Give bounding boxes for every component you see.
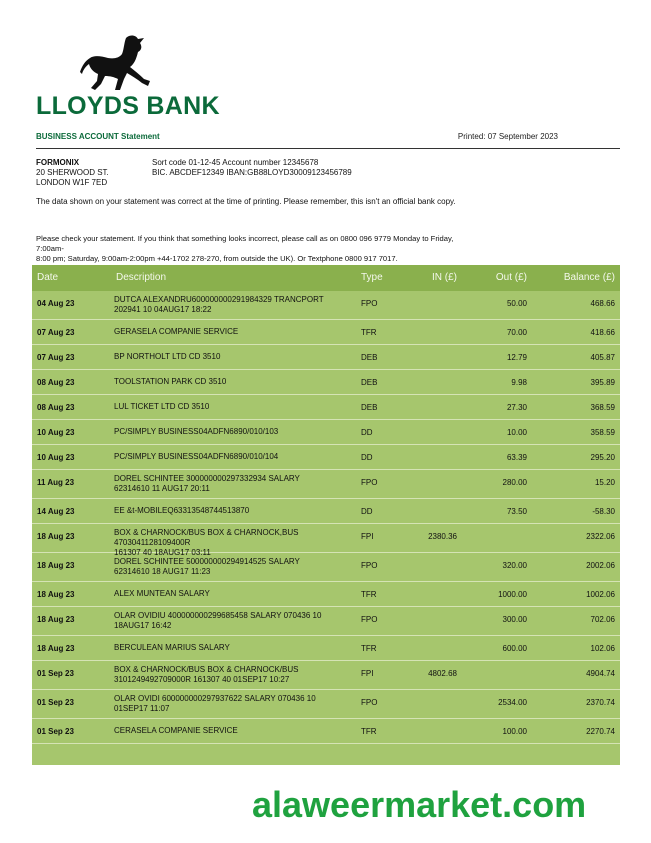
row-balance: 468.66: [590, 299, 615, 308]
table-header: [32, 265, 620, 291]
table-row: [32, 470, 620, 499]
col-in: IN (£): [432, 272, 457, 283]
row-type: TFR: [361, 590, 377, 599]
table-row: [32, 445, 620, 470]
row-description: [114, 694, 359, 714]
table-row: [32, 291, 620, 320]
row-type: FPO: [361, 561, 378, 570]
row-description-line-1: OLAR OVIDIU 400000000299685458 SALARY 070436 10: [114, 611, 322, 620]
row-balance: 405.87: [590, 353, 615, 362]
table-row: [32, 345, 620, 370]
col-balance: Balance (£): [563, 272, 615, 283]
black-horse-icon: [80, 34, 156, 94]
check-statement-note: [36, 234, 476, 264]
bank-name: LLOYDS BANK: [36, 92, 220, 120]
row-date: 18 Aug 23: [37, 532, 75, 541]
row-description-line-1: TOOLSTATION PARK CD 3510: [114, 377, 227, 386]
row-type: TFR: [361, 328, 377, 337]
bank-logo: [36, 34, 220, 120]
row-in: 4802.68: [428, 669, 457, 678]
row-description: [114, 327, 359, 337]
row-type: DEB: [361, 353, 378, 362]
row-balance: 368.59: [590, 403, 615, 412]
row-type: FPO: [361, 299, 378, 308]
row-type: FPI: [361, 532, 374, 541]
row-out: 27.30: [506, 403, 527, 412]
row-out: 1000.00: [498, 590, 527, 599]
row-description: [114, 452, 359, 462]
table-row: [32, 395, 620, 420]
row-out: 600.00: [502, 644, 527, 653]
row-balance: 2002.06: [586, 561, 615, 570]
table-row: [32, 661, 620, 690]
address-line-2: LONDON W1F 7ED: [36, 178, 108, 187]
row-date: 10 Aug 23: [37, 428, 75, 437]
row-description: [114, 352, 359, 362]
row-description: [114, 611, 359, 631]
table-row: [32, 582, 620, 607]
row-out: 280.00: [502, 478, 527, 487]
row-balance: 418.66: [590, 328, 615, 337]
row-type: TFR: [361, 727, 377, 736]
row-out: 73.50: [506, 507, 527, 516]
row-description-line-2: 62314610 11 AUG17 20:11: [114, 484, 210, 493]
row-balance: -58.30: [592, 507, 615, 516]
row-type: DEB: [361, 403, 378, 412]
row-description-line-1: GERASELA COMPANIE SERVICE: [114, 327, 239, 336]
row-description: [114, 295, 359, 315]
row-type: DD: [361, 453, 373, 462]
row-balance: 1002.06: [586, 590, 615, 599]
statement-header: [36, 131, 620, 149]
row-description-line-2: 18AUG17 16:42: [114, 621, 172, 630]
row-balance: 4904.74: [586, 669, 615, 678]
row-type: FPO: [361, 615, 378, 624]
row-description-line-1: CERASELA COMPANIE SERVICE: [114, 726, 238, 735]
row-balance: 2270.74: [586, 727, 615, 736]
customer-name: FORMONIX: [36, 158, 80, 167]
row-out: 300.00: [502, 615, 527, 624]
row-date: 11 Aug 23: [37, 478, 75, 487]
row-type: TFR: [361, 644, 377, 653]
account-details: [152, 158, 352, 178]
sort-code-line: Sort code 01-12-45 Account number 12345678: [152, 158, 319, 167]
row-in: 2380.36: [428, 532, 457, 541]
row-description-line-1: BP NORTHOLT LTD CD 3510: [114, 352, 221, 361]
row-description-line-2: 62314610 18 AUG17 11:23: [114, 567, 211, 576]
row-balance: 358.59: [590, 428, 615, 437]
table-row: [32, 499, 620, 524]
transactions-table: [32, 265, 620, 765]
row-date: 10 Aug 23: [37, 453, 75, 462]
row-type: FPI: [361, 669, 374, 678]
check-note-line-2: 8:00 pm; Saturday, 9:00am-2:00pm +44-1702 278-270, from outside the UK). Or Textphone 0800 917 7017.: [36, 254, 398, 263]
customer-address: [36, 158, 109, 188]
row-description: [114, 589, 359, 599]
row-description: [114, 726, 359, 736]
row-date: 08 Aug 23: [37, 378, 75, 387]
table-row: [32, 719, 620, 744]
row-balance: 702.06: [590, 615, 615, 624]
row-description: [114, 474, 359, 494]
row-type: DD: [361, 507, 373, 516]
row-type: DEB: [361, 378, 378, 387]
row-description: [114, 377, 359, 387]
col-type: Type: [361, 272, 383, 283]
row-out: 63.39: [506, 453, 527, 462]
row-description: [114, 643, 359, 653]
row-description-line-2: 3101249492709000R 161307 40 01SEP17 10:27: [114, 675, 290, 684]
col-out: Out (£): [495, 272, 527, 283]
accuracy-note: The data shown on your statement was correct at the time of printing. Please remember, this isn't an official bank copy.: [36, 197, 456, 206]
row-type: DD: [361, 428, 373, 437]
row-date: 01 Sep 23: [37, 727, 74, 736]
row-type: FPO: [361, 478, 378, 487]
row-out: 2534.00: [498, 698, 527, 707]
row-description-line-1: ALEX MUNTEAN SALARY: [114, 589, 210, 598]
row-out: 10.00: [506, 428, 527, 437]
row-out: 12.79: [506, 353, 527, 362]
row-balance: 2322.06: [586, 532, 615, 541]
table-row: [32, 636, 620, 661]
row-type: FPO: [361, 698, 378, 707]
table-body: [32, 291, 620, 744]
table-row: [32, 553, 620, 582]
row-description-line-1: LUL TICKET LTD CD 3510: [114, 402, 210, 411]
table-row: [32, 690, 620, 719]
row-description-line-2: 202941 10 04AUG17 18:22: [114, 305, 212, 314]
table-row: [32, 607, 620, 636]
printed-date: Printed: 07 September 2023: [457, 132, 558, 141]
row-out: 50.00: [506, 299, 527, 308]
row-out: 70.00: [506, 328, 527, 337]
row-date: 07 Aug 23: [37, 328, 75, 337]
row-out: 320.00: [502, 561, 527, 570]
row-description-line-1: BERCULEAN MARIUS SALARY: [114, 643, 230, 652]
row-date: 01 Sep 23: [37, 669, 74, 678]
row-date: 18 Aug 23: [37, 644, 75, 653]
row-description: [114, 506, 359, 516]
row-description: [114, 427, 359, 437]
row-date: 01 Sep 23: [37, 698, 74, 707]
row-balance: 15.20: [594, 478, 615, 487]
row-description-line-1: BOX & CHARNOCK/BUS BOX & CHARNOCK,BUS 4703041128109400R: [114, 528, 299, 547]
row-balance: 395.89: [590, 378, 615, 387]
row-description-line-1: DOREL SCHINTEE 500000000294914525 SALARY: [114, 557, 300, 566]
row-description-line-1: EE &t-MOBILEQ63313548744513870: [114, 506, 250, 515]
row-balance: 2370.74: [586, 698, 615, 707]
row-date: 18 Aug 23: [37, 615, 75, 624]
row-description-line-2: 161307 40 18AUG17 03:11: [114, 548, 211, 557]
row-description-line-2: 01SEP17 11:07: [114, 704, 170, 713]
row-date: 08 Aug 23: [37, 403, 75, 412]
row-date: 14 Aug 23: [37, 507, 75, 516]
bic-iban-line: BIC. ABCDEF12349 IBAN:GB88LOYD30009123456789: [152, 168, 352, 177]
address-line-1: 20 SHERWOOD ST.: [36, 168, 109, 177]
row-date: 18 Aug 23: [37, 561, 75, 570]
table-row: [32, 524, 620, 557]
row-date: 18 Aug 23: [37, 590, 75, 599]
row-out: 100.00: [502, 727, 527, 736]
row-balance: 102.06: [590, 644, 615, 653]
row-description-line-1: PC/SIMPLY BUSINESS04ADFN6890/010/104: [114, 452, 279, 461]
row-date: 04 Aug 23: [37, 299, 75, 308]
row-description-line-1: PC/SIMPLY BUSINESS04ADFN6890/010/103: [114, 427, 279, 436]
row-out: 9.98: [511, 378, 527, 387]
check-note-line-1: Please check your statement. If you think that something looks incorrect, please call as on 0800 096 9779 Monday to Friday, 7:00am-: [36, 234, 454, 253]
table-row: [32, 370, 620, 395]
col-description: Description: [116, 272, 167, 283]
row-description: [114, 665, 359, 685]
col-date: Date: [37, 272, 59, 283]
row-description-line-1: OLAR OVIDI 600000000297937622 SALARY 070436 10: [114, 694, 316, 703]
row-description-line-1: DOREL SCHINTEE 300000000297332934 SALARY: [114, 474, 300, 483]
table-row: [32, 420, 620, 445]
row-description-line-1: DUTCA ALEXANDRU600000000291984329 TRANCPORT: [114, 295, 324, 304]
statement-type: BUSINESS ACCOUNT Statement: [36, 132, 160, 141]
watermark: alaweermarket.com: [252, 784, 587, 825]
row-date: 07 Aug 23: [37, 353, 75, 362]
row-description-line-1: BOX & CHARNOCK/BUS BOX & CHARNOCK/BUS: [114, 665, 299, 674]
row-description: [114, 402, 359, 412]
row-balance: 295.20: [590, 453, 615, 462]
row-description: [114, 557, 359, 577]
table-row: [32, 320, 620, 345]
